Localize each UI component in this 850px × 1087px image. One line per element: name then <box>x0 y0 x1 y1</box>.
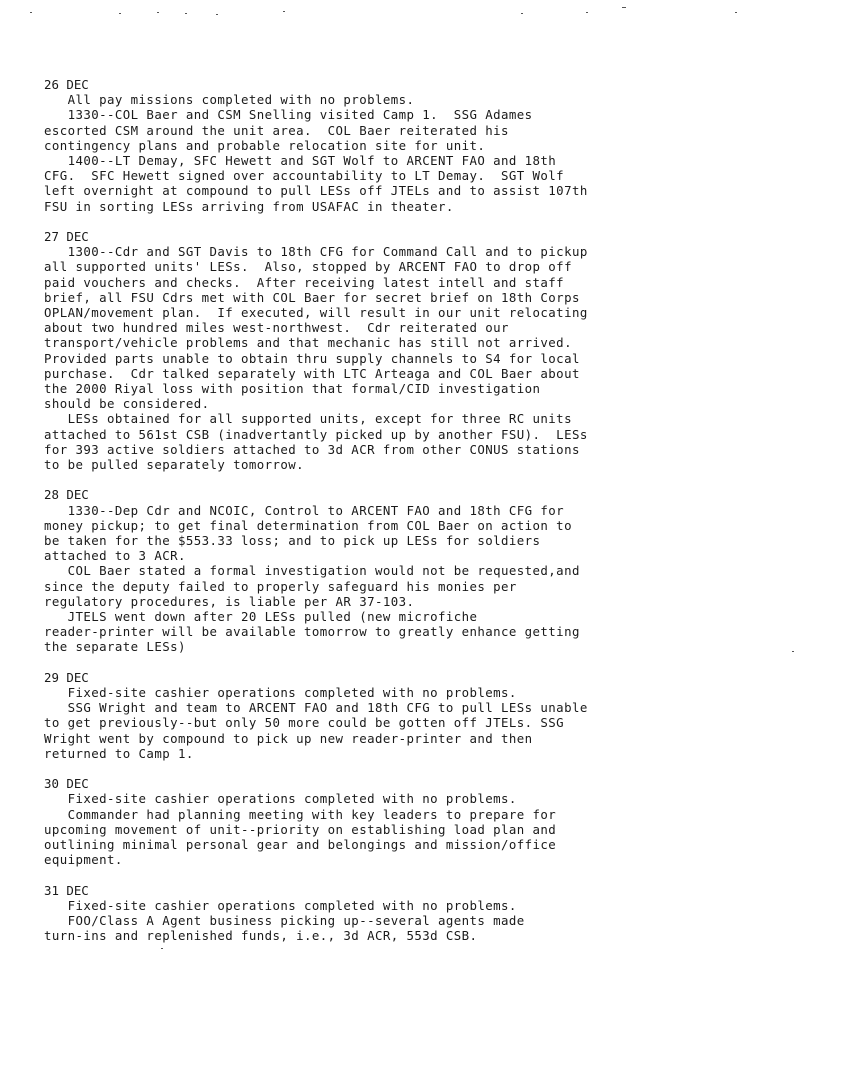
entry-date: 31 DEC <box>44 882 89 898</box>
entry-line: the 2000 Riyal loss with position that formal/CID investigation <box>44 381 541 397</box>
entry-line: CFG. SFC Hewett signed over accountability to LT Demay. SGT Wolf <box>44 168 565 184</box>
log-entries <box>44 77 844 959</box>
entry-line: attached to 561st CSB (inadvertantly picked up by another FSU). LESs <box>44 426 588 442</box>
log-entry-31-dec <box>44 883 844 944</box>
entry-line: returned to Camp 1. <box>44 745 194 761</box>
entry-line: reader-printer will be available tomorrow to greatly enhance getting <box>44 624 580 640</box>
entry-line: COL Baer stated a formal investigation would not be requested,and <box>44 563 580 579</box>
entry-line: FSU in sorting LESs arriving from USAFAC in theater. <box>44 198 454 214</box>
entry-line: transport/vehicle problems and that mechanic has still not arrived. <box>44 335 572 351</box>
entry-line: left overnight at compound to pull LESs off JTELs and to assist 107th <box>44 183 588 199</box>
log-entry-30-dec <box>44 776 844 867</box>
entry-line: about two hundred miles west-northwest. Cdr reiterated our <box>44 320 509 336</box>
entry-line: for 393 active soldiers attached to 3d ACR from other CONUS stations <box>44 441 580 457</box>
entry-line: 1330--Dep Cdr and NCOIC, Control to ARCENT FAO and 18th CFG for <box>44 502 565 518</box>
entry-line: Fixed-site cashier operations completed with no problems. <box>44 791 517 807</box>
entry-line: FOO/Class A Agent business picking up--several agents made <box>44 913 525 929</box>
entry-line: Provided parts unable to obtain thru supply channels to S4 for local <box>44 350 580 366</box>
entry-line: to be pulled separately tomorrow. <box>44 457 305 473</box>
entry-line: regulatory procedures, is liable per AR 37-103. <box>44 593 415 609</box>
entry-date: 27 DEC <box>44 229 89 245</box>
entry-line: escorted CSM around the unit area. COL Baer reiterated his <box>44 122 509 138</box>
entry-line: to get previously--but only 50 more could be gotten off JTELs. SSG <box>44 715 565 731</box>
entry-line: All pay missions completed with no problems. <box>44 92 415 108</box>
entry-line: LESs obtained for all supported units, except for three RC units <box>44 411 572 427</box>
entry-line: should be considered. <box>44 396 210 412</box>
log-entry-26-dec <box>44 77 844 214</box>
entry-line: since the deputy failed to properly safeguard his monies per <box>44 578 517 594</box>
entry-line: all supported units' LESs. Also, stopped by ARCENT FAO to drop off <box>44 259 572 275</box>
entry-line: Wright went by compound to pick up new reader-printer and then <box>44 730 533 746</box>
entry-line: turn-ins and replenished funds, i.e., 3d ACR, 553d CSB. <box>44 928 478 944</box>
entry-line: outlining minimal personal gear and belongings and mission/office <box>44 837 557 853</box>
scan-speck <box>622 7 626 8</box>
entry-line: money pickup; to get final determination from COL Baer on action to <box>44 517 572 533</box>
entry-line: Fixed-site cashier operations completed with no problems. <box>44 685 517 701</box>
entry-line: JTELS went down after 20 LESs pulled (new microfiche <box>44 609 478 625</box>
entry-date: 30 DEC <box>44 776 89 792</box>
entry-line: upcoming movement of unit--priority on establishing load plan and <box>44 821 557 837</box>
entry-line: 1300--Cdr and SGT Davis to 18th CFG for Command Call and to pickup <box>44 244 588 260</box>
entry-date: 28 DEC <box>44 487 89 503</box>
entry-line: SSG Wright and team to ARCENT FAO and 18th CFG to pull LESs unable <box>44 700 588 716</box>
entry-line: paid vouchers and checks. After receiving latest intell and staff <box>44 274 565 290</box>
entry-line: Commander had planning meeting with key leaders to prepare for <box>44 806 557 822</box>
entry-line: Fixed-site cashier operations completed with no problems. <box>44 897 517 913</box>
entry-date: 29 DEC <box>44 669 89 685</box>
entry-line: brief, all FSU Cdrs met with COL Baer for secret brief on 18th Corps <box>44 289 580 305</box>
scan-speck <box>30 12 32 13</box>
entry-line: equipment. <box>44 852 123 868</box>
log-entry-29-dec <box>44 670 844 761</box>
log-entry-27-dec <box>44 229 844 472</box>
entry-line: purchase. Cdr talked separately with LTC Arteaga and COL Baer about <box>44 365 580 381</box>
scan-speck <box>521 13 523 14</box>
log-entry-28-dec <box>44 487 844 654</box>
entry-line: OPLAN/movement plan. If executed, will result in our unit relocating <box>44 305 588 321</box>
entry-line: contingency plans and probable relocation site for unit. <box>44 137 486 153</box>
scan-speck <box>157 12 159 13</box>
entry-date: 26 DEC <box>44 77 89 92</box>
scan-speck <box>586 12 588 13</box>
entry-line: attached to 3 ACR. <box>44 548 186 564</box>
entry-line: 1330--COL Baer and CSM Snelling visited Camp 1. SSG Adames <box>44 107 533 123</box>
scan-speck <box>283 11 285 12</box>
scan-speck <box>216 14 218 15</box>
scan-speck <box>185 13 187 14</box>
entry-line: 1400--LT Demay, SFC Hewett and SGT Wolf to ARCENT FAO and 18th <box>44 153 557 169</box>
entry-line: the separate LESs) <box>44 639 186 655</box>
entry-line: be taken for the $553.33 loss; and to pick up LESs for soldiers <box>44 533 541 549</box>
scan-speck <box>735 12 737 13</box>
scan-speck <box>119 13 121 14</box>
